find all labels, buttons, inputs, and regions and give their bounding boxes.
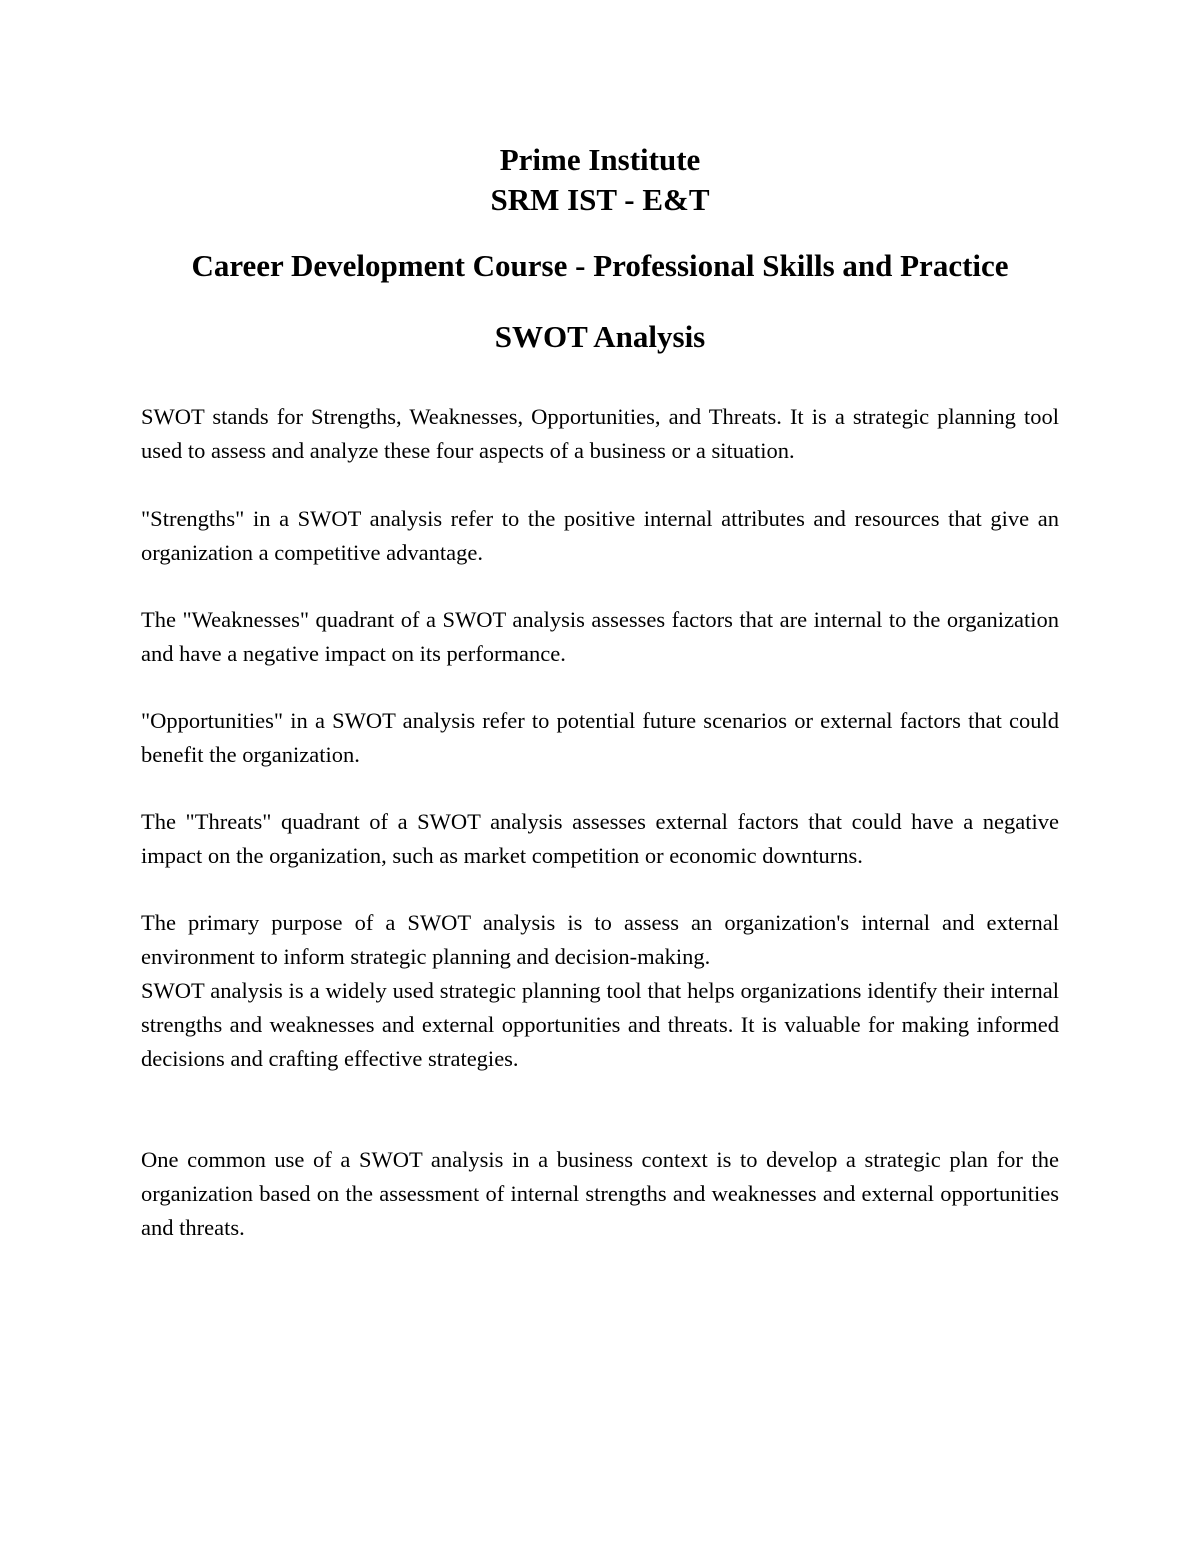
paragraph-primary-purpose: The primary purpose of a SWOT analysis is to assess an organization's internal and external environment to inform strategic planning and decision-making. bbox=[141, 910, 1059, 969]
page-title: SWOT Analysis bbox=[494, 319, 706, 354]
paragraph-swot-usage: SWOT analysis is a widely used strategic planning tool that helps organizations identify their internal strengths and weaknesses and external opportunities and threats. It is valuable for making informed decisions and crafting effective strategies. bbox=[141, 978, 1059, 1071]
campus-name: SRM IST - E&T bbox=[490, 182, 710, 217]
paragraph-business-use: One common use of a SWOT analysis in a business context is to develop a strategic plan for the organization based on the assessment of internal strengths and weaknesses and external opportunities and threats. bbox=[141, 1147, 1059, 1240]
institute-name: Prime Institute bbox=[499, 142, 701, 177]
paragraph-opportunities: "Opportunities" in a SWOT analysis refer to potential future scenarios or external factors that could benefit the organization. bbox=[141, 708, 1059, 767]
paragraph-strengths: "Strengths" in a SWOT analysis refer to the positive internal attributes and resources that give an organization a competitive advantage. bbox=[141, 506, 1059, 565]
paragraph-weaknesses: The "Weaknesses" quadrant of a SWOT analysis assesses factors that are internal to the organization and have a negative impact on its performance. bbox=[141, 607, 1059, 666]
paragraph-threats: The "Threats" quadrant of a SWOT analysis assesses external factors that could have a negative impact on the organization, such as market competition or economic downturns. bbox=[141, 809, 1059, 868]
course-title: Career Development Course - Professional Skills and Practice bbox=[191, 248, 1009, 283]
paragraph-swot-definition: SWOT stands for Strengths, Weaknesses, Opportunities, and Threats. It is a strategic planning tool used to assess and analyze these four aspects of a business or a situation. bbox=[141, 404, 1059, 463]
